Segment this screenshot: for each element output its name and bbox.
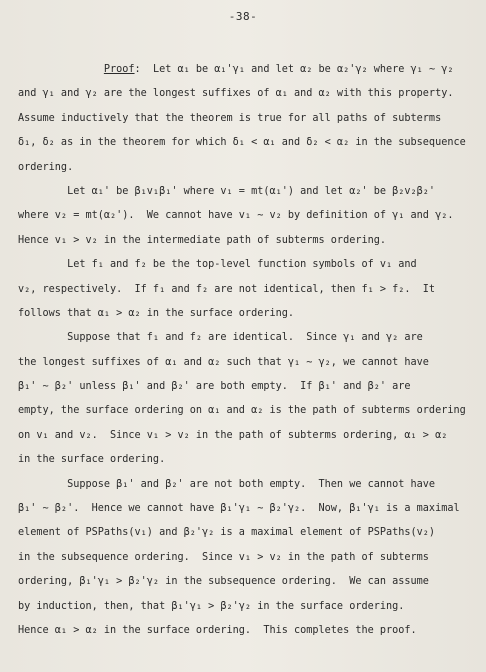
line-text: in the surface ordering. [18,454,166,466]
text-line [18,595,478,619]
line-text: Hence α₁ > α₂ in the surface ordering. This completes the proof. [18,624,417,636]
text-line [18,424,478,448]
text-line [18,229,478,253]
line-text: v₂, respectively. If f₁ and f₂ are not identical, then f₁ > f₂. It [18,283,436,295]
text-line [18,302,478,326]
line-text: follows that α₁ > α₂ in the surface ordering. [18,307,295,319]
text-line [18,156,478,180]
page-number: -38- [228,10,258,23]
line-text: and γ₁ and γ₂ are the longest suffixes of α₁ and α₂ with this property. [18,88,454,100]
line-text: Let f₁ and f₂ be the top-level function symbols of v₁ and [18,259,417,271]
line-indent [18,64,104,75]
line-text: β₁' ∼ β₂' unless β₁' and β₂' are both empty. If β₁' and β₂' are [18,381,411,393]
line-text: in the subsequence ordering. Since v₁ > v₂ in the path of subterms [18,551,429,563]
text-line [18,570,478,594]
proof-body [18,58,478,643]
line-text: Hence v₁ > v₂ in the intermediate path of subterms ordering. [18,234,387,246]
text-line [18,448,478,472]
line-text: the longest suffixes of α₁ and α₂ such that γ₁ ∼ γ₂, we cannot have [18,356,429,368]
text-line [18,326,478,350]
line-text: Suppose β₁' and β₂' are not both empty. Then we cannot have [18,478,436,490]
text-line [18,131,478,155]
line-text: ordering, β₁'γ₁ > β₂'γ₂ in the subsequence ordering. We can assume [18,576,429,588]
text-line [18,253,478,277]
line-text: on v₁ and v₂. Since v₁ > v₂ in the path of subterms ordering, α₁ > α₂ [18,429,448,441]
text-line [18,619,478,643]
text-line [18,546,478,570]
line-text: δ₁, δ₂ as in the theorem for which δ₁ < α₁ and δ₂ < α₂ in the subsequence [18,137,466,149]
text-line [18,399,478,423]
line-lead: Proof [103,64,135,75]
line-text: empty, the surface ordering on α₁ and α₂ is the path of subterms ordering [18,405,466,417]
text-line [18,497,478,521]
text-line [18,375,478,399]
text-line [18,351,478,375]
text-line [18,107,478,131]
text-line [18,204,478,228]
text-line [18,58,478,82]
text-line [18,521,478,545]
line-text: Suppose that f₁ and f₂ are identical. Since γ₁ and γ₂ are [18,332,423,344]
line-text: ordering. [18,161,74,173]
line-text: : Let α₁ be α₁'γ₁ and let α₂ be α₂'γ₂ where γ₁ ∼ γ₂ [134,64,454,75]
line-text: by induction, then, that β₁'γ₁ > β₂'γ₂ in the surface ordering. [18,600,405,612]
text-line [18,82,478,106]
line-text: β₁' ∼ β₂'. Hence we cannot have β₁'γ₁ ∼ β₂'γ₂. Now, β₁'γ₁ is a maximal [18,503,460,515]
line-text: Let α₁' be β₁v₁β₁' where v₁ = mt(α₁') and let α₂' be β₂v₂β₂' [18,185,436,197]
text-line [18,473,478,497]
line-text: element of PSPaths(v₁) and β₂'γ₂ is a maximal element of PSPaths(v₂) [18,527,436,539]
line-text: where v₂ = mt(α₂'). We cannot have v₁ ∼ v₂ by definition of γ₁ and γ₂. [18,210,454,222]
line-text: Assume inductively that the theorem is true for all paths of subterms [18,112,442,124]
text-line [18,278,478,302]
text-line [18,180,478,204]
